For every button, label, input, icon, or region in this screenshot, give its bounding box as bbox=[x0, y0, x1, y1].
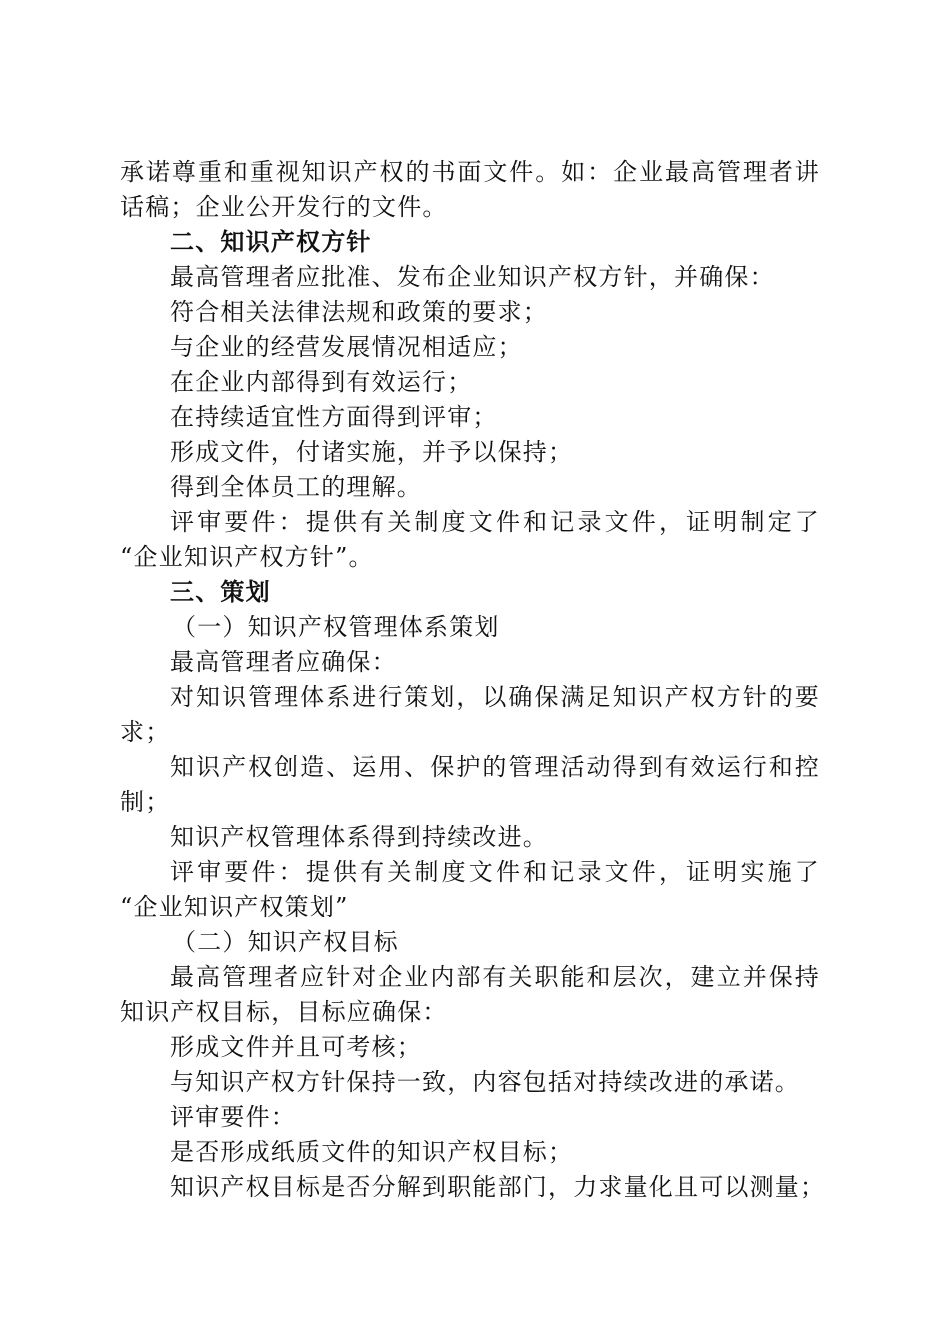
review-requirement: 评审要件：提供有关制度文件和记录文件，证明制定了 bbox=[170, 508, 820, 536]
list-item: 得到全体员工的理解。 bbox=[170, 473, 422, 501]
paragraph-line: 制； bbox=[120, 788, 171, 816]
paragraph-line: 最高管理者应针对企业内部有关职能和层次，建立并保持 bbox=[170, 963, 820, 991]
list-item: 与企业的经营发展情况相适应； bbox=[170, 333, 523, 361]
review-requirement: 评审要件： bbox=[170, 1103, 296, 1131]
section-heading: 二、知识产权方针 bbox=[170, 228, 372, 256]
subsection-heading: （一）知识产权管理体系策划 bbox=[172, 613, 500, 641]
list-item: 是否形成纸质文件的知识产权目标； bbox=[170, 1138, 574, 1166]
list-item: 形成文件并且可考核； bbox=[170, 1033, 422, 1061]
subsection-heading: （二）知识产权目标 bbox=[172, 928, 399, 956]
list-item: 与知识产权方针保持一致，内容包括对持续改进的承诺。 bbox=[170, 1068, 800, 1096]
paragraph-line: “企业知识产权策划” bbox=[120, 893, 349, 921]
section-heading: 三、策划 bbox=[170, 578, 271, 606]
list-item: 在持续适宜性方面得到评审； bbox=[170, 403, 498, 431]
review-requirement: 评审要件：提供有关制度文件和记录文件，证明实施了 bbox=[170, 858, 820, 886]
list-item: 符合相关法律法规和政策的要求； bbox=[170, 298, 548, 326]
list-item: 形成文件，付诸实施，并予以保持； bbox=[170, 438, 574, 466]
list-item: 知识产权管理体系得到持续改进。 bbox=[170, 823, 548, 851]
paragraph-line: 最高管理者应确保： bbox=[170, 648, 397, 676]
paragraph-line: 话稿；企业公开发行的文件。 bbox=[120, 193, 448, 221]
list-item: 在企业内部得到有效运行； bbox=[170, 368, 473, 396]
paragraph-line: 知识产权目标，目标应确保： bbox=[120, 998, 448, 1026]
list-item: 知识产权创造、运用、保护的管理活动得到有效运行和控 bbox=[170, 753, 820, 781]
list-item: 知识产权目标是否分解到职能部门，力求量化且可以测量； bbox=[170, 1173, 826, 1201]
paragraph-line: 求； bbox=[120, 718, 171, 746]
paragraph-line: 承诺尊重和重视知识产权的书面文件。如：企业最高管理者讲 bbox=[120, 158, 820, 186]
paragraph-line: 最高管理者应批准、发布企业知识产权方针，并确保： bbox=[170, 263, 775, 291]
paragraph-line: “企业知识产权方针”。 bbox=[120, 543, 374, 571]
list-item: 对知识管理体系进行策划，以确保满足知识产权方针的要 bbox=[170, 683, 820, 711]
